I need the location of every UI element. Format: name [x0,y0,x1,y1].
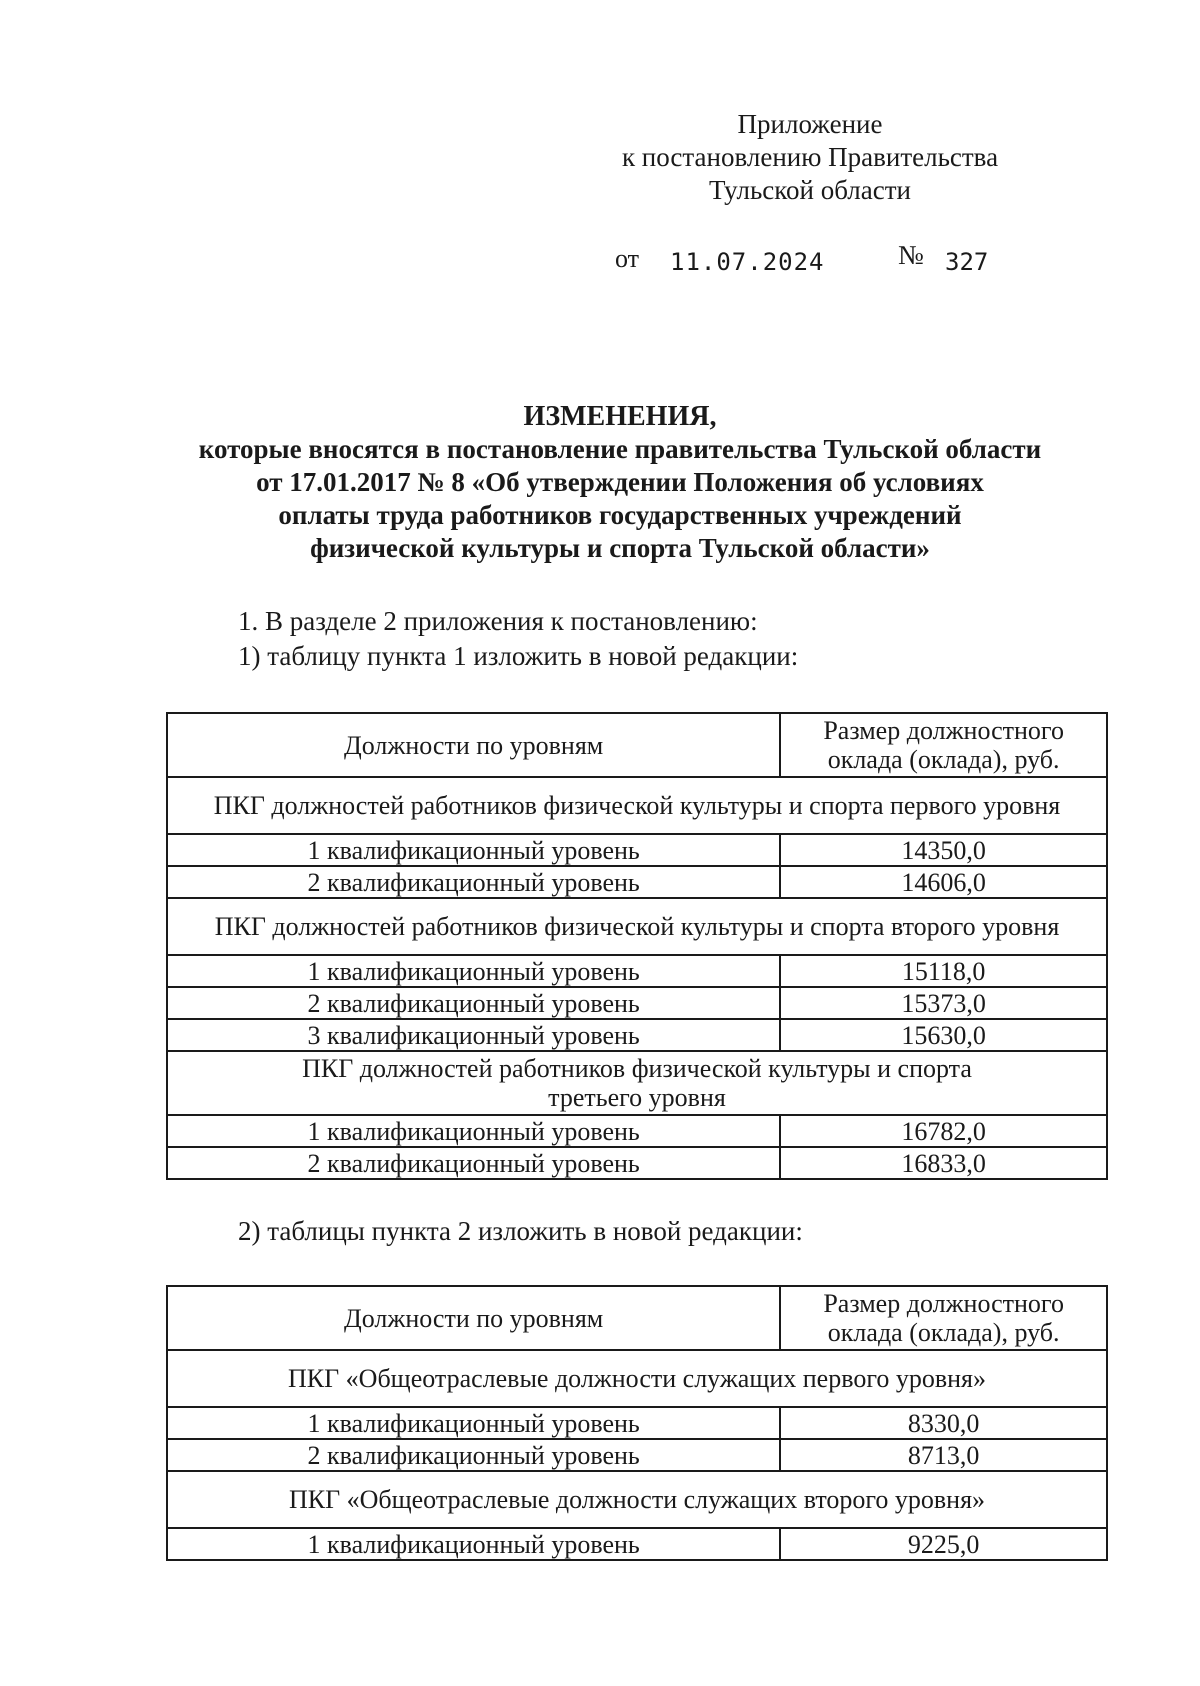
appendix-header [600,108,1020,207]
salary-cell: 15373,0 [780,987,1107,1019]
table-row [167,1115,1107,1147]
group-title-2: ПКГ должностей работников физической культуры и спорта второго уровня [167,898,1107,955]
header-positions: Должности по уровням [167,713,780,777]
reference-line [615,238,1015,278]
table-row [167,987,1107,1019]
group-row [167,777,1107,834]
group-title-2: ПКГ «Общеотраслевые должности служащих второго уровня» [167,1471,1107,1528]
level-cell: 1 квалификационный уровень [167,1528,780,1560]
level-cell: 1 квалификационный уровень [167,955,780,987]
appendix-line-2: к постановлению Правительства [621,142,999,172]
salary-cell: 8330,0 [780,1407,1107,1439]
title-main: ИЗМЕНЕНИЯ, [523,401,717,432]
level-cell: 2 квалификационный уровень [167,866,780,898]
table-header-row [167,713,1107,777]
paragraph-1: 1. В разделе 2 приложения к постановлению: [238,606,758,636]
salary-cell: 8713,0 [780,1439,1107,1471]
number-sign: № [898,240,924,270]
appendix-line-1: Приложение [737,109,883,139]
group-title-3-line-1: ПКГ должностей работников физической культуры и спорта [302,1054,972,1083]
header-salary [780,713,1107,777]
table-row [167,866,1107,898]
document-title [150,400,1090,565]
title-line-5: физической культуры и спорта Тульской области» [310,533,930,563]
level-cell: 2 квалификационный уровень [167,987,780,1019]
header-positions: Должности по уровням [167,1286,780,1350]
table-row [167,834,1107,866]
salary-cell: 14350,0 [780,834,1107,866]
header-salary-line-2: оклада (оклада), руб. [827,745,1060,774]
salary-cell: 9225,0 [780,1528,1107,1560]
title-line-2: которые вносятся в постановление правительства Тульской области [198,434,1042,464]
table-row [167,1019,1107,1051]
salary-cell: 14606,0 [780,866,1107,898]
group-row [167,898,1107,955]
group-title-3-line-2: третьего уровня [548,1083,726,1112]
level-cell: 3 квалификационный уровень [167,1019,780,1051]
resolution-date: 11.07.2024 [670,248,825,276]
paragraph-1-item-1: 1) таблицу пункта 1 изложить в новой редакции: [238,641,799,671]
salary-table-2 [166,1285,1108,1561]
title-line-3: от 17.01.2017 № 8 «Об утверждении Положения об условиях [256,467,984,497]
table-row [167,1528,1107,1560]
table-header-row [167,1286,1107,1350]
paragraph-1-item-2: 2) таблицы пункта 2 изложить в новой редакции: [238,1216,803,1246]
header-salary-line-1: Размер должностного [823,716,1064,745]
appendix-line-3: Тульской области [709,175,911,205]
salary-cell: 16833,0 [780,1147,1107,1179]
salary-cell: 16782,0 [780,1115,1107,1147]
level-cell: 1 квалификационный уровень [167,834,780,866]
title-line-4: оплаты труда работников государственных учреждений [278,500,962,530]
header-salary [780,1286,1107,1350]
group-row [167,1350,1107,1407]
from-label: от [615,244,640,273]
group-title-1: ПКГ «Общеотраслевые должности служащих первого уровня» [167,1350,1107,1407]
table-row [167,1439,1107,1471]
table-row [167,1147,1107,1179]
group-title-1: ПКГ должностей работников физической культуры и спорта первого уровня [167,777,1107,834]
table-row [167,1407,1107,1439]
salary-cell: 15118,0 [780,955,1107,987]
salary-cell: 15630,0 [780,1019,1107,1051]
table-row [167,955,1107,987]
header-salary-line-2: оклада (оклада), руб. [827,1318,1060,1347]
level-cell: 2 квалификационный уровень [167,1147,780,1179]
level-cell: 2 квалификационный уровень [167,1439,780,1471]
level-cell: 1 квалификационный уровень [167,1407,780,1439]
salary-table-1 [166,712,1108,1180]
group-row [167,1471,1107,1528]
group-title-3 [167,1051,1107,1115]
resolution-number: 327 [945,248,989,276]
group-row [167,1051,1107,1115]
header-salary-line-1: Размер должностного [823,1289,1064,1318]
level-cell: 1 квалификационный уровень [167,1115,780,1147]
